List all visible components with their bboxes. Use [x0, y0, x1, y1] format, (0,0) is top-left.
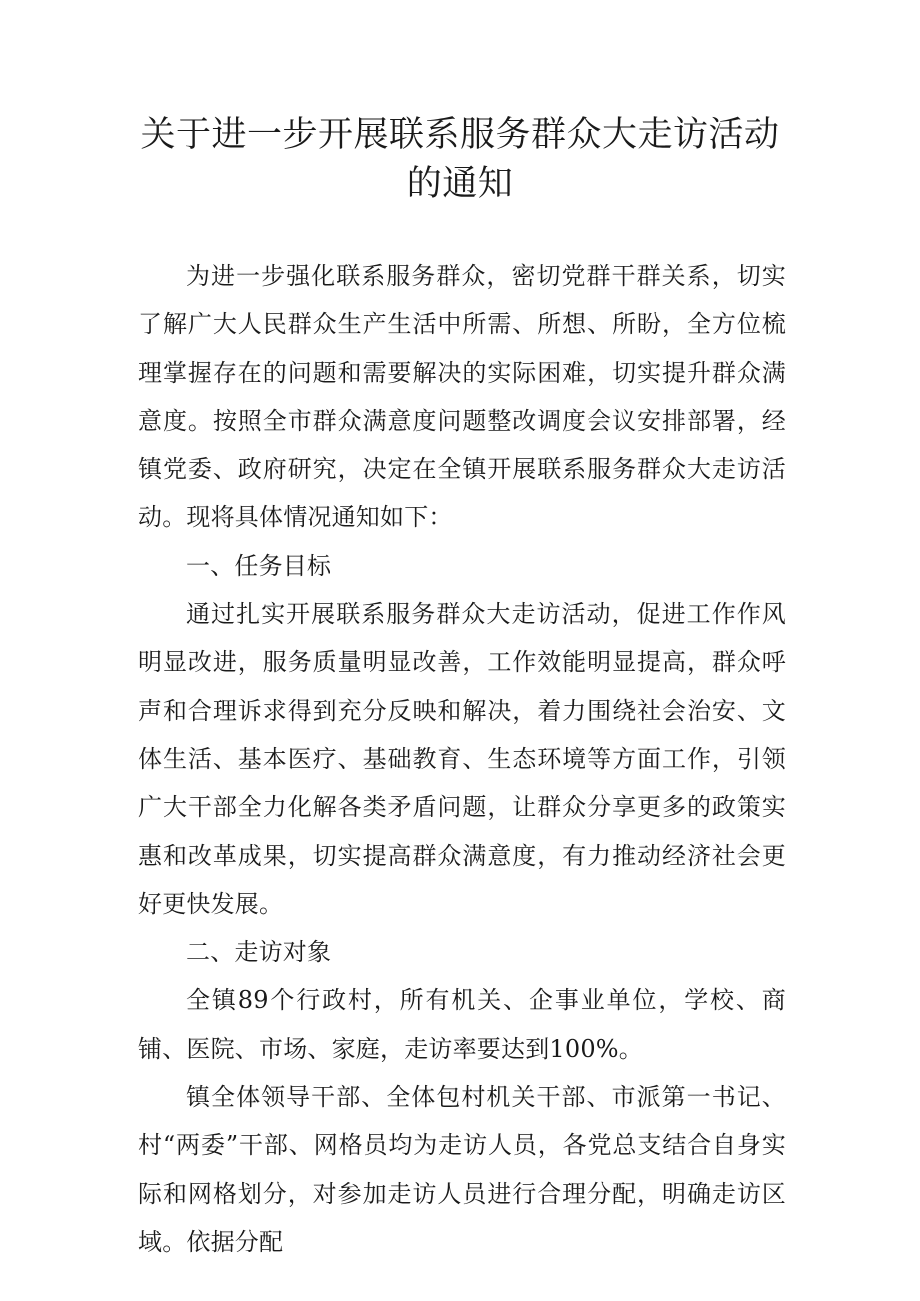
document-title-line-2: 的通知	[406, 164, 514, 204]
section-heading-visit-targets: 二、走访对象	[186, 938, 332, 967]
paragraph-visit-targets: 全镇89个行政村，所有机关、企事业单位，学校、商铺、医院、市场、家庭，走访率要达到100%。	[138, 986, 786, 1063]
paragraph-visit-personnel: 镇全体领导干部、全体包村机关干部、市派第一书记、村“两委”干部、网格员均为走访人员，各党总支结合自身实际和网格划分，对参加走访人员进行合理分配，明确走访区域。依据分配	[138, 1083, 786, 1256]
document-body	[138, 252, 786, 1266]
section-heading-task-goal: 一、任务目标	[186, 551, 332, 580]
paragraph-task-goal: 通过扎实开展联系服务群众大走访活动，促进工作作风明显改进，服务质量明显改善，工作效能明显提高，群众呼声和合理诉求得到充分反映和解决，着力围绕社会治安、文体生活、基本医疗、基础教育、生态环境等方面工作，引领广大干部全力化解各类矛盾问题，让群众分享更多的政策实惠和改革成果，切实提高群众满意度，有力推动经济社会更好更快发展。	[138, 600, 786, 918]
document-title-line-1: 关于进一步开展联系服务群众大走访活动	[140, 115, 780, 155]
paragraph-intro: 为进一步强化联系服务群众，密切党群干群关系，切实了解广大人民群众生产生活中所需、所想、所盼，全方位梳理掌握存在的问题和需要解决的实际困难，切实提升群众满意度。按照全市群众满意度问题整改调度会议安排部署，经镇党委、政府研究，决定在全镇开展联系服务群众大走访活动。现将具体情况通知如下：	[138, 262, 786, 532]
